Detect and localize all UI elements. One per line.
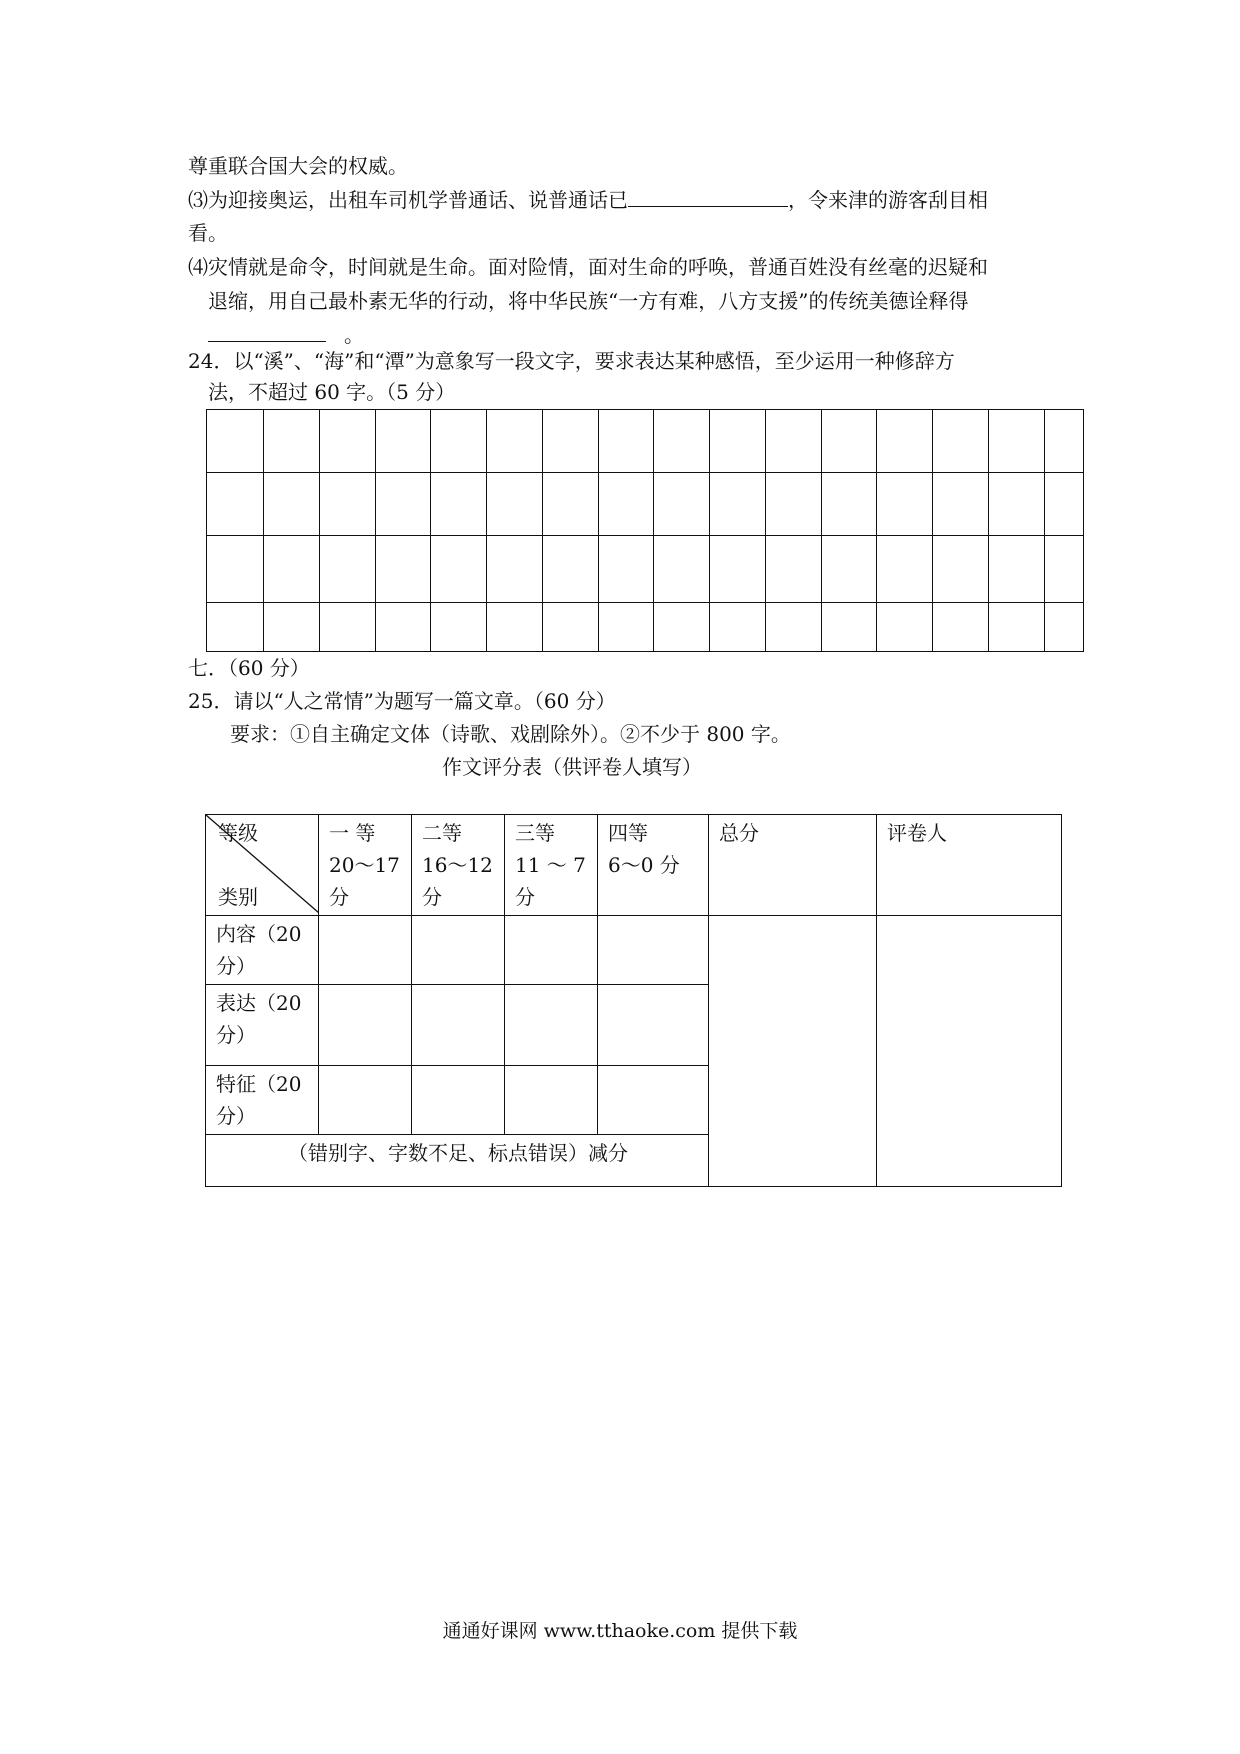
score-cell[interactable] bbox=[505, 985, 598, 1066]
section-7-heading: 七．（60 分） bbox=[188, 656, 310, 680]
score-cell[interactable] bbox=[412, 916, 505, 985]
score-cell[interactable] bbox=[505, 1066, 598, 1135]
essay-score-table bbox=[205, 814, 1062, 1187]
grid-column-line bbox=[821, 410, 822, 651]
row-label-content: 内容（20 分） bbox=[206, 916, 319, 985]
grid-column-line bbox=[932, 410, 933, 651]
score-cell[interactable] bbox=[598, 916, 709, 985]
score-cell[interactable] bbox=[598, 1066, 709, 1135]
score-cell[interactable] bbox=[319, 985, 412, 1066]
grid-column-line bbox=[263, 410, 264, 651]
score-cell[interactable] bbox=[598, 985, 709, 1066]
text-line-1: 尊重联合国大会的权威。 bbox=[188, 154, 408, 178]
grid-column-line bbox=[375, 410, 376, 651]
page-footer: 通通好课网 www.tthaoke.com 提供下载 bbox=[442, 1620, 798, 1642]
question-25-requirements: 要求：①自主确定文体（诗歌、戏剧除外）。②不少于 800 字。 bbox=[230, 722, 791, 746]
grade-header-4: 四等 6～0 分 bbox=[598, 815, 709, 916]
category-label: 类别 bbox=[218, 885, 258, 909]
row-label-expression: 表达（20 分） bbox=[206, 985, 319, 1066]
item-3-text-start: ⑶为迎接奥运，出租车司机学普通话、说普通话已 bbox=[188, 188, 628, 212]
row-label-features: 特征（20 分） bbox=[206, 1066, 319, 1135]
score-cell[interactable] bbox=[319, 916, 412, 985]
grade-label: 等级 bbox=[218, 821, 258, 845]
grader-cell[interactable] bbox=[877, 916, 1062, 1187]
grader-header: 评卷人 bbox=[877, 815, 1062, 916]
item-3-text-end: ，令来津的游客刮目相 bbox=[788, 188, 988, 212]
grid-column-line bbox=[486, 410, 487, 651]
question-24-line-1: 24．以“溪”、“海”和“潭”为意象写一段文字，要求表达某种感悟，至少运用一种修辞方 bbox=[188, 349, 955, 373]
grid-column-line bbox=[876, 410, 877, 651]
answer-blank-3[interactable] bbox=[628, 188, 788, 207]
text-line-5: 退缩，用自己最朴素无华的行动，将中华民族“一方有难，八方支援”的传统美德诠释得 bbox=[208, 289, 969, 313]
answer-blank-4[interactable] bbox=[208, 323, 326, 342]
grade-header-3: 三等 11 ～ 7 分 bbox=[505, 815, 598, 916]
grade-header-2: 二等 16～12 分 bbox=[412, 815, 505, 916]
score-cell[interactable] bbox=[412, 985, 505, 1066]
grid-row-line bbox=[207, 472, 1083, 473]
grid-row-line bbox=[207, 602, 1083, 603]
corner-header-cell bbox=[206, 815, 319, 916]
deduction-label: （错别字、字数不足、标点错误）减分 bbox=[288, 1141, 628, 1165]
text-line-3: 看。 bbox=[188, 221, 228, 245]
text-line-4: ⑷灾情就是命令，时间就是生命。面对险情，面对生命的呼唤，普通百姓没有丝毫的迟疑和 bbox=[188, 255, 988, 279]
score-table-title: 作文评分表（供评卷人填写） bbox=[442, 755, 702, 779]
question-25: 25．请以“人之常情”为题写一篇文章。（60 分） bbox=[188, 689, 616, 713]
deduction-row[interactable] bbox=[206, 1135, 709, 1187]
grid-column-line bbox=[653, 410, 654, 651]
question-24-line-2: 法，不超过 60 字。（5 分） bbox=[208, 380, 456, 404]
grid-column-line bbox=[430, 410, 431, 651]
text-line-2 bbox=[188, 188, 988, 212]
score-cell[interactable] bbox=[412, 1066, 505, 1135]
score-cell[interactable] bbox=[319, 1066, 412, 1135]
grid-column-line bbox=[765, 410, 766, 651]
score-cell[interactable] bbox=[505, 916, 598, 985]
grid-column-line bbox=[319, 410, 320, 651]
grid-column-line bbox=[709, 410, 710, 651]
grid-column-line bbox=[598, 410, 599, 651]
writing-grid[interactable] bbox=[206, 409, 1084, 652]
item-4-end-mark: 。 bbox=[344, 323, 364, 347]
grid-column-line bbox=[542, 410, 543, 651]
text-line-6 bbox=[208, 323, 364, 347]
total-score-cell[interactable] bbox=[709, 916, 877, 1187]
grid-row-line bbox=[207, 535, 1083, 536]
total-score-header: 总分 bbox=[709, 815, 877, 916]
grid-column-line bbox=[988, 410, 989, 651]
grid-column-line bbox=[1044, 410, 1045, 651]
grade-header-1: 一 等 20～17 分 bbox=[319, 815, 412, 916]
